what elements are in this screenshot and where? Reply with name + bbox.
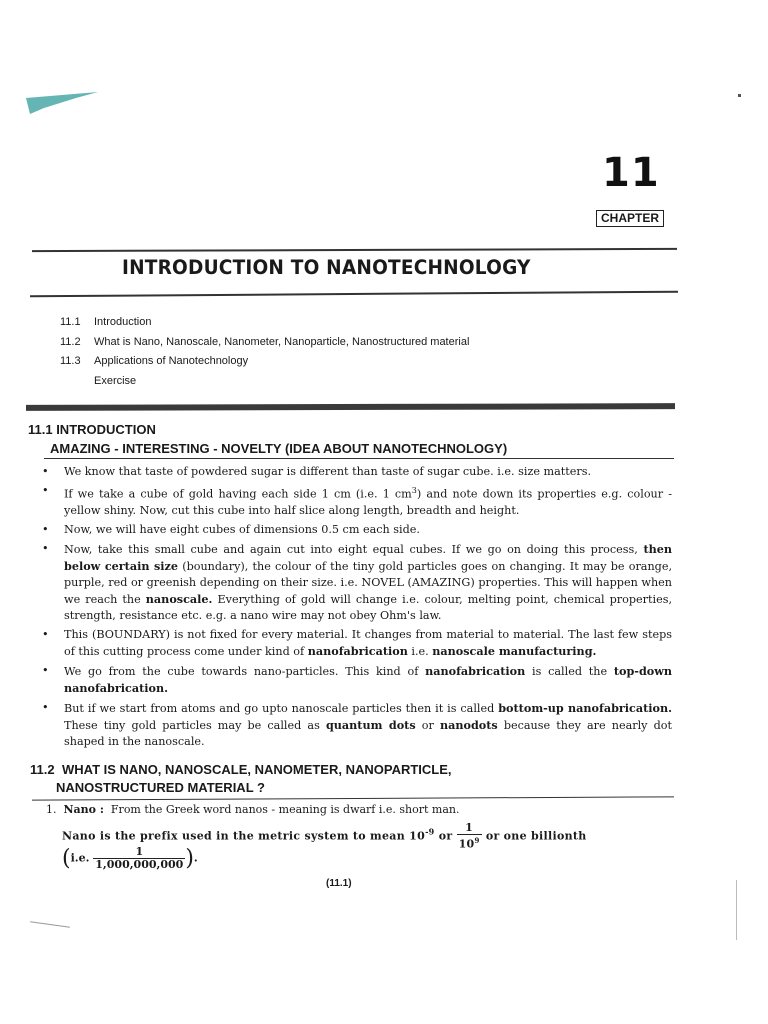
scan-artifact [736, 880, 737, 940]
section-heading: 11.1 INTRODUCTION [28, 422, 156, 437]
toc-item: 11.3 Applications of Nanotechnology [60, 355, 249, 367]
list-item: • We know that taste of powdered sugar is different than taste of sugar cube. i.e. size matters. [42, 465, 592, 478]
list-item: • We go from the cube towards nano-particles. This kind of nanofabrication is called the top-down nanofabrication. [42, 663, 673, 695]
section-heading: WHAT IS NANO, NANOSCALE, NANOMETER, NANOPARTICLE, [62, 762, 452, 777]
section-underline [32, 796, 674, 801]
section-subheading: AMAZING - INTERESTING - NOVELTY (IDEA ABOUT NANOTECHNOLOGY) [50, 441, 508, 456]
scan-artifact [30, 921, 70, 928]
definition-prefix: Nano is the prefix used in the metric system to mean $10^{-9}$ or $\frac{1}{10^9}$ or one billionth [62, 821, 587, 851]
chapter-number: 11 [602, 150, 660, 196]
title-bottom-rule [30, 291, 678, 297]
section-number: 11.2 [30, 762, 55, 777]
chapter-title: INTRODUCTION TO NANOTECHNOLOGY [122, 256, 531, 279]
definition-nano: 1. Nano : From the Greek word nanos - meaning is dwarf i.e. short man. [46, 803, 460, 816]
table-of-contents [60, 316, 469, 394]
page-number: (11.1) [326, 878, 352, 889]
toc-item: 11.2 What is Nano, Nanoscale, Nanometer, Nanoparticle, Nanostructured material [60, 335, 470, 348]
scan-artifact [26, 92, 98, 114]
chapter-label: CHAPTER [596, 210, 664, 227]
fraction: $\frac{1}{10^9}$ [458, 821, 480, 851]
fraction: $\frac{1}{1,000,000,000}$ [95, 845, 184, 871]
list-item: • But if we start from atoms and go upto nanoscale particles then it is called bottom-up nanofabrication. These tiny gold particles may be called as quantum dots or nanodots because they are nearly dot shaped in the nanoscale. [42, 700, 673, 748]
list-item: • Now, we will have eight cubes of dimensions 0.5 cm each side. [42, 522, 420, 536]
subheading-underline [44, 458, 674, 459]
scan-artifact [738, 94, 741, 97]
toc-item: 11.1 Introduction [60, 316, 152, 328]
term-label: Nano : [63, 803, 104, 816]
list-item: • If we take a cube of gold having each side 1 cm (i.e. 1 $cm^3$) and note down its properties e.g. colour - yellow shiny. Now, cut this cube into half slice along length, breadth and height. [42, 484, 672, 517]
section-divider-bar [26, 403, 675, 411]
toc-item: Exercise [94, 374, 137, 387]
section-heading-line2: NANOSTRUCTURED MATERIAL ? [56, 780, 265, 795]
definition-example: (i.e. $\frac{1}{1,000,000,000}$ ). [62, 845, 198, 871]
list-item: • This (BOUNDARY) is not fixed for every material. It changes from material to material. The last few steps of this cutting process come under kind of nanofabrication i.e. nanoscale manufacturing. [42, 627, 672, 658]
list-item: • Now, take this small cube and again cut into eight equal cubes. If we go on doing this process, then below certain size (boundary), the colour of the tiny gold particles goes on changing. It may be orange, purple, red or greenish depending on their size. i.e. NOVEL (AMAZING) properties. This will happen when we reach the nanoscale. Everything of gold will change i.e. colour, melting point, chemical properties, strength, resistance etc. e.g. a nano wire may not obey Ohm's law. [42, 541, 673, 622]
title-top-rule [32, 248, 677, 252]
bullet-list [38, 464, 672, 753]
